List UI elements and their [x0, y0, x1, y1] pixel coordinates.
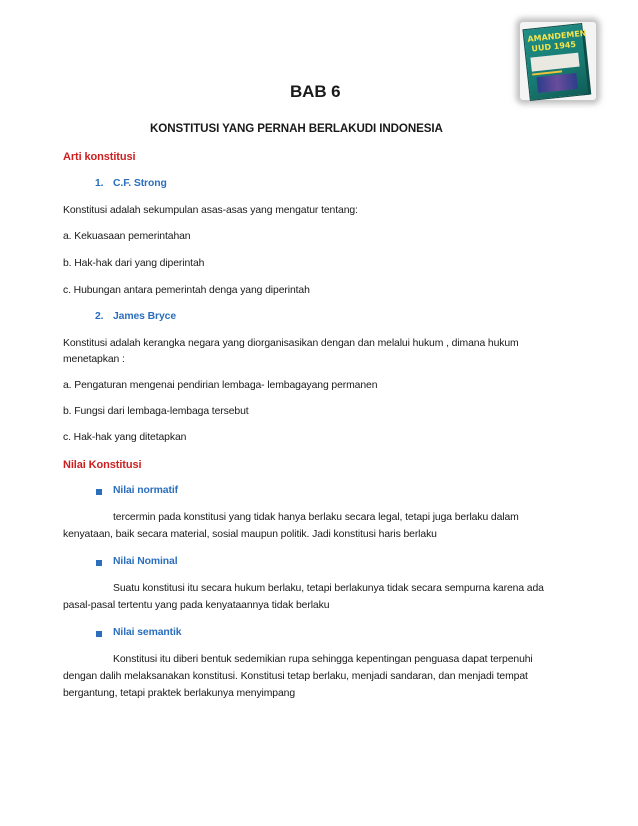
paragraph: Konstitusi adalah kerangka negara yang diorganisasikan dengan dan melalui hukum , dimana hukum: [63, 338, 519, 349]
list-item-label: C.F. Strong: [113, 178, 167, 189]
paragraph: kenyataan, baik secara material, sosial maupun politik. Jadi konstitusi haris berlaku: [63, 529, 437, 540]
paragraph: b. Fungsi dari lembaga-lembaga tersebut: [63, 406, 249, 417]
book-title-line1: AMANDEMEN: [527, 28, 587, 44]
book-cover-image: [520, 22, 596, 100]
paragraph: c. Hubungan antara pemerintah denga yang diperintah: [63, 285, 310, 296]
page-subtitle: KONSTITUSI YANG PERNAH BERLAKUDI INDONESIA: [150, 122, 443, 135]
section-heading-nilai: Nilai Konstitusi: [63, 459, 142, 471]
list-number: 1.: [95, 178, 104, 189]
page-title: BAB 6: [290, 82, 341, 101]
paragraph: Suatu konstitusi itu secara hukum berlaku, tetapi berlakunya tidak secara sempurna karena ada: [113, 583, 544, 594]
paragraph: Konstitusi itu diberi bentuk sedemikian rupa sehingga kepentingan penguasa dapat terpenuhi: [113, 654, 533, 665]
paragraph: bergantung, tetapi praktek berlakunya menyimpang: [63, 688, 296, 699]
list-item-label: James Bryce: [113, 311, 177, 322]
paragraph: pasal-pasal tertentu yang pada kenyataannya tidak berlaku: [63, 600, 330, 611]
list-item-label: Nilai normatif: [113, 485, 178, 496]
book-illustration: [536, 73, 577, 93]
list-item-label: Nilai semantik: [113, 627, 182, 638]
square-bullet-icon: [96, 489, 102, 495]
book-title-line2: UUD 1945: [531, 39, 577, 54]
paragraph: tercermin pada konstitusi yang tidak hanya berlaku secara legal, tetapi juga berlaku dalam: [113, 512, 519, 523]
square-bullet-icon: [96, 560, 102, 566]
section-heading-arti: Arti konstitusi: [63, 151, 136, 163]
list-item-label: Nilai Nominal: [113, 556, 178, 567]
paragraph: Konstitusi adalah sekumpulan asas-asas yang mengatur tentang:: [63, 205, 358, 216]
paragraph: dengan dalih melaksanakan konstitusi. Konstitusi tetap berlaku, menjadi sandaran, dan menjadi tempat: [63, 671, 528, 682]
paragraph: a. Pengaturan mengenai pendirian lembaga- lembagayang permanen: [63, 380, 378, 391]
square-bullet-icon: [96, 631, 102, 637]
paragraph: c. Hak-hak yang ditetapkan: [63, 432, 187, 443]
paragraph: menetapkan :: [63, 354, 125, 365]
book-band: [530, 53, 579, 72]
paragraph: b. Hak-hak dari yang diperintah: [63, 258, 205, 269]
book-front: [522, 23, 589, 101]
list-number: 2.: [95, 311, 104, 322]
paragraph: a. Kekuasaan pemerintahan: [63, 231, 191, 242]
